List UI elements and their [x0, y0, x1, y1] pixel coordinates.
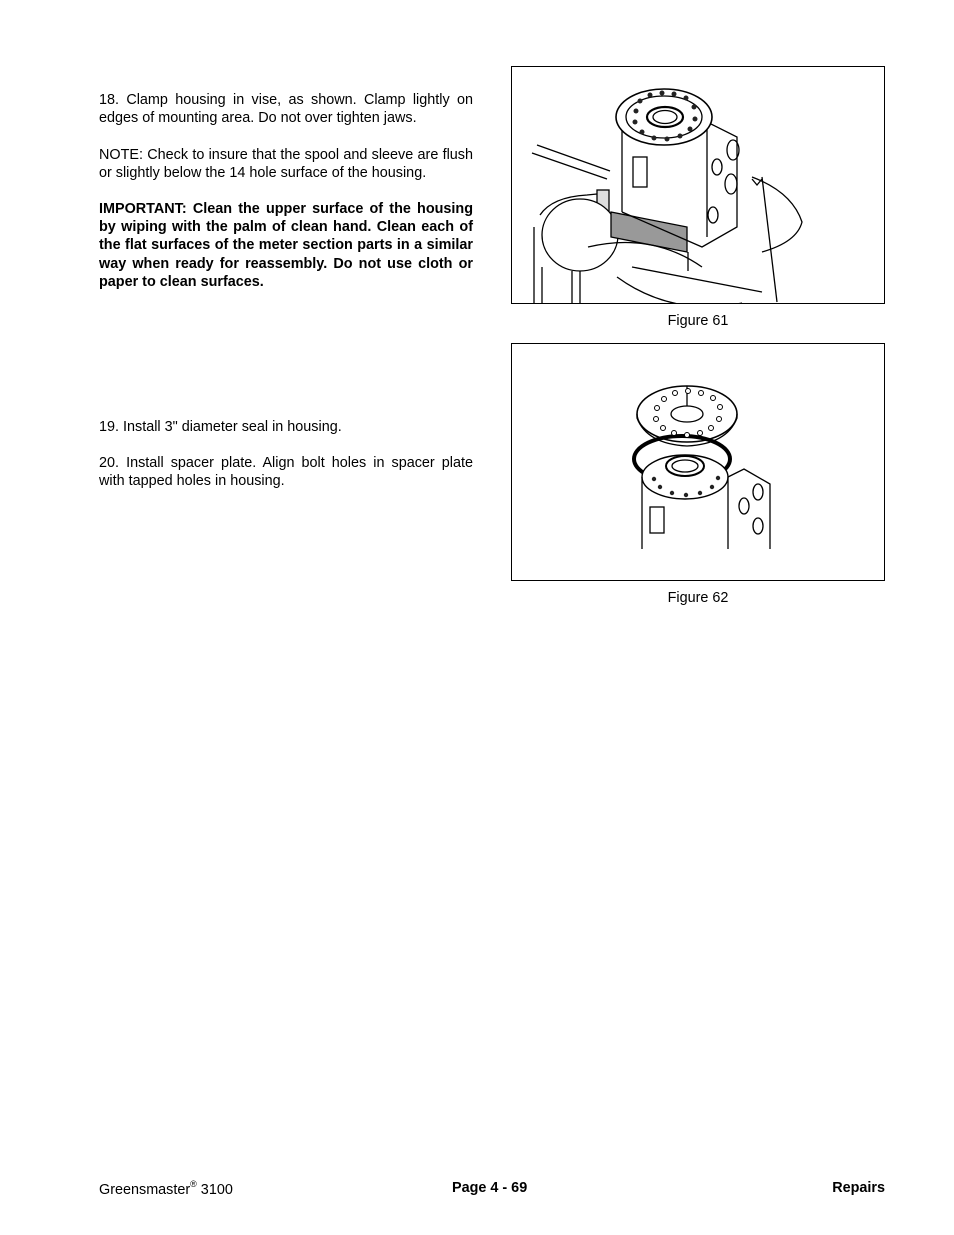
- footer-section: Repairs: [832, 1180, 885, 1196]
- note-text: NOTE: Check to insure that the spool and sleeve are flush or slightly below the 14 hole surface of the housing.: [99, 147, 473, 182]
- figure-62-caption: Figure 62: [667, 590, 729, 606]
- step-20-text: 20. Install spacer plate. Align bolt holes in spacer plate with tapped holes in housing.: [99, 455, 473, 490]
- registered-mark: ®: [190, 1179, 197, 1189]
- figure-62-illustration: [512, 344, 884, 580]
- step-18-text: 18. Clamp housing in vise, as shown. Clamp lightly on edges of mounting area. Do not over tighten jaws.: [99, 92, 473, 127]
- footer-product: [99, 1180, 233, 1198]
- step-19-text: 19. Install 3" diameter seal in housing.: [99, 419, 342, 435]
- figure-61-illustration: [512, 67, 884, 303]
- figure-61-frame: [511, 66, 885, 304]
- footer-page-number: Page 4 - 69: [452, 1180, 528, 1196]
- figure-61-caption: Figure 61: [667, 313, 729, 329]
- product-model: 3100: [196, 1181, 233, 1198]
- figure-62-frame: [511, 343, 885, 581]
- product-name: Greensmaster: [99, 1181, 191, 1198]
- important-text: IMPORTANT: Clean the upper surface of the housing by wiping with the palm of clean hand. Clean each of the flat surfaces of the meter section parts in a similar way when ready for reassembly. Do not use cloth or paper to clean surfaces.: [99, 201, 473, 290]
